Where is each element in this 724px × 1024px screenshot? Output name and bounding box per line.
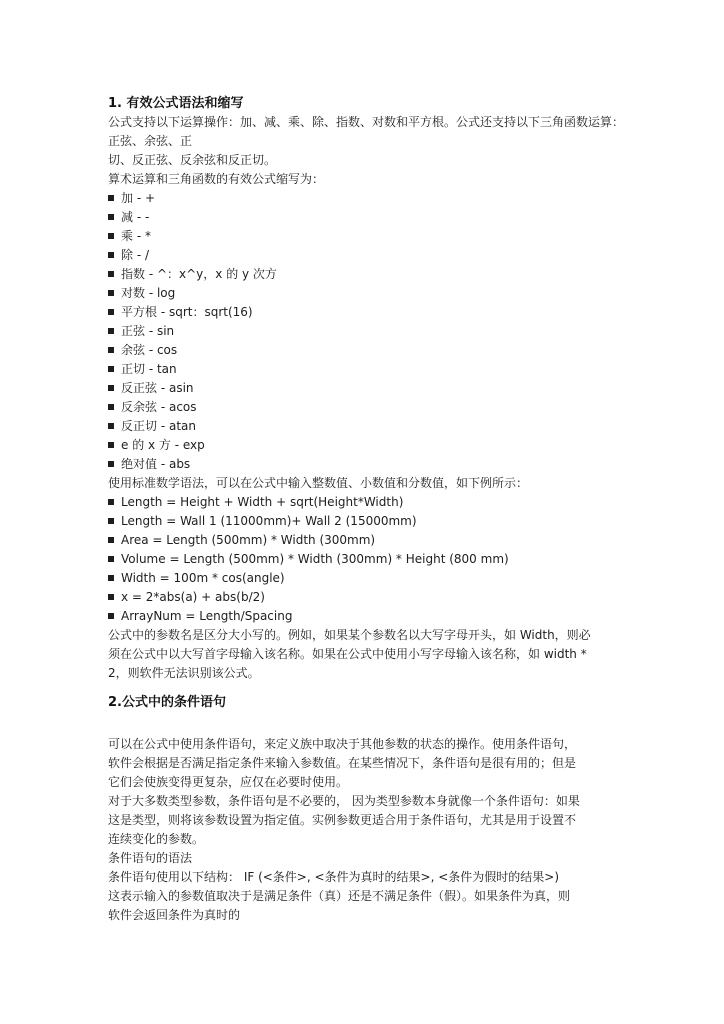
paragraph-line: 须在公式中以大写首字母输入该名称。如果在公式中使用小写字母输入该名称，如 width *: [108, 647, 587, 661]
list-item-text: 余弦 - cos: [121, 343, 178, 357]
paragraph-line: 公式中的参数名是区分大小写的。例如，如果某个参数名以大写字母开头，如 Width，则必: [108, 628, 591, 642]
bullet-icon: [108, 613, 114, 619]
list-item-text: 乘 - *: [121, 229, 151, 243]
list-item-text: Length = Height + Width + sqrt(Height*Width): [121, 495, 404, 509]
bullet-icon: [108, 594, 114, 600]
abbreviation-list: [108, 189, 628, 474]
list-item: [108, 607, 628, 626]
paragraph-line: 这表示输入的参数值取决于是满足条件（真）还是不满足条件（假）。如果条件为真，则: [108, 889, 571, 903]
bullet-icon: [108, 499, 114, 505]
bullet-icon: [108, 442, 114, 448]
section-spacer: [108, 712, 628, 735]
list-item-text: 绝对值 - abs: [121, 457, 191, 471]
list-item: [108, 246, 628, 265]
list-item: [108, 455, 628, 474]
list-item-text: Length = Wall 1 (11000mm)+ Wall 2 (15000mm): [121, 514, 417, 528]
list-item-text: Volume = Length (500mm) * Width (300mm) * Height (800 mm): [121, 552, 509, 566]
list-item-text: 加 - +: [121, 191, 156, 205]
bullet-icon: [108, 461, 114, 467]
list-item-text: x = 2*abs(a) + abs(b/2): [121, 590, 265, 604]
bullet-icon: [108, 423, 114, 429]
list-item: [108, 398, 628, 417]
example-list: [108, 493, 628, 626]
list-item-text: 反正弦 - asin: [121, 381, 194, 395]
intro-line: 切、反正弦、反余弦和反正切。: [108, 153, 277, 167]
list-item: [108, 569, 628, 588]
paragraph-line: 软件会返回条件为真时的: [108, 908, 241, 922]
list-item: [108, 265, 628, 284]
intro-line: 算术运算和三角函数的有效公式缩写为：: [108, 172, 325, 186]
list-item-text: 反正切 - atan: [121, 419, 196, 433]
syntax-line: 条件语句使用以下结构： IF (<条件>, <条件为真时的结果>, <条件为假时的结果>): [108, 870, 560, 884]
list-item: [108, 436, 628, 455]
list-item: [108, 227, 628, 246]
bullet-icon: [108, 537, 114, 543]
section-2-heading: 2.公式中的条件语句: [108, 695, 226, 710]
section-1-heading: 1. 有效公式语法和缩写: [108, 96, 244, 111]
paragraph-line: 这是类型，则将该参数设置为指定值。实例参数更适合用于条件语句，尤其是用于设置不: [108, 813, 577, 827]
list-item-text: 正弦 - sin: [121, 324, 175, 338]
bullet-icon: [108, 347, 114, 353]
list-item: [108, 588, 628, 607]
list-item: [108, 360, 628, 379]
section-1-intro: [108, 113, 628, 189]
conditional-paragraph-3: [108, 887, 628, 925]
list-item: [108, 208, 628, 227]
conditional-paragraph-2: [108, 792, 628, 849]
list-item-text: e 的 x 方 - exp: [121, 438, 205, 452]
syntax-title: 条件语句的语法: [108, 851, 193, 865]
list-item: [108, 189, 628, 208]
list-item-text: 平方根 - sqrt：sqrt(16): [121, 305, 253, 319]
list-item: [108, 284, 628, 303]
document-page: [108, 94, 628, 925]
examples-intro: 使用标准数学语法，可以在公式中输入整数值、小数值和分数值，如下例所示：: [108, 476, 529, 490]
list-item-text: Width = 100m * cos(angle): [121, 571, 285, 585]
bullet-icon: [108, 404, 114, 410]
bullet-icon: [108, 214, 114, 220]
intro-line: 公式支持以下运算操作：加、减、乘、除、指数、对数和平方根。公式还支持以下三角函数运算：: [108, 115, 625, 129]
list-item: [108, 512, 628, 531]
list-item: [108, 303, 628, 322]
list-item: [108, 341, 628, 360]
list-item: [108, 322, 628, 341]
bullet-icon: [108, 290, 114, 296]
bullet-icon: [108, 366, 114, 372]
list-item-text: Area = Length (500mm) * Width (300mm): [121, 533, 376, 547]
list-item: [108, 550, 628, 569]
list-item-text: 反余弦 - acos: [121, 400, 197, 414]
bullet-icon: [108, 556, 114, 562]
bullet-icon: [108, 233, 114, 239]
bullet-icon: [108, 518, 114, 524]
paragraph-line: 软件会根据是否满足指定条件来输入参数值。在某些情况下，条件语句是很有用的；但是: [108, 756, 577, 770]
list-item-text: 除 - /: [121, 248, 150, 262]
bullet-icon: [108, 385, 114, 391]
list-item: [108, 531, 628, 550]
list-item-text: 正切 - tan: [121, 362, 177, 376]
case-sensitivity-paragraph: [108, 626, 628, 683]
list-item: [108, 379, 628, 398]
section-spacer: [108, 683, 628, 693]
paragraph-line: 它们会使族变得更复杂，应仅在必要时使用。: [108, 775, 349, 789]
list-item: [108, 417, 628, 436]
list-item-text: 指数 - ^：x^y，x 的 y 次方: [121, 267, 277, 281]
bullet-icon: [108, 575, 114, 581]
bullet-icon: [108, 271, 114, 277]
bullet-icon: [108, 309, 114, 315]
paragraph-line: 2，则软件无法识别该公式。: [108, 666, 260, 680]
intro-line: 正弦、余弦、正: [108, 134, 193, 148]
paragraph-line: 可以在公式中使用条件语句，来定义族中取决于其他参数的状态的操作。使用条件语句，: [108, 737, 577, 751]
bullet-icon: [108, 195, 114, 201]
list-item-text: 减 - -: [121, 210, 150, 224]
conditional-paragraph-1: [108, 735, 628, 792]
bullet-icon: [108, 328, 114, 334]
list-item-text: ArrayNum = Length/Spacing: [121, 609, 293, 623]
paragraph-line: 连续变化的参数。: [108, 832, 205, 846]
bullet-icon: [108, 252, 114, 258]
paragraph-line: 对于大多数类型参数，条件语句是不必要的， 因为类型参数本身就像一个条件语句：如果: [108, 794, 580, 808]
list-item: [108, 493, 628, 512]
list-item-text: 对数 - log: [121, 286, 176, 300]
